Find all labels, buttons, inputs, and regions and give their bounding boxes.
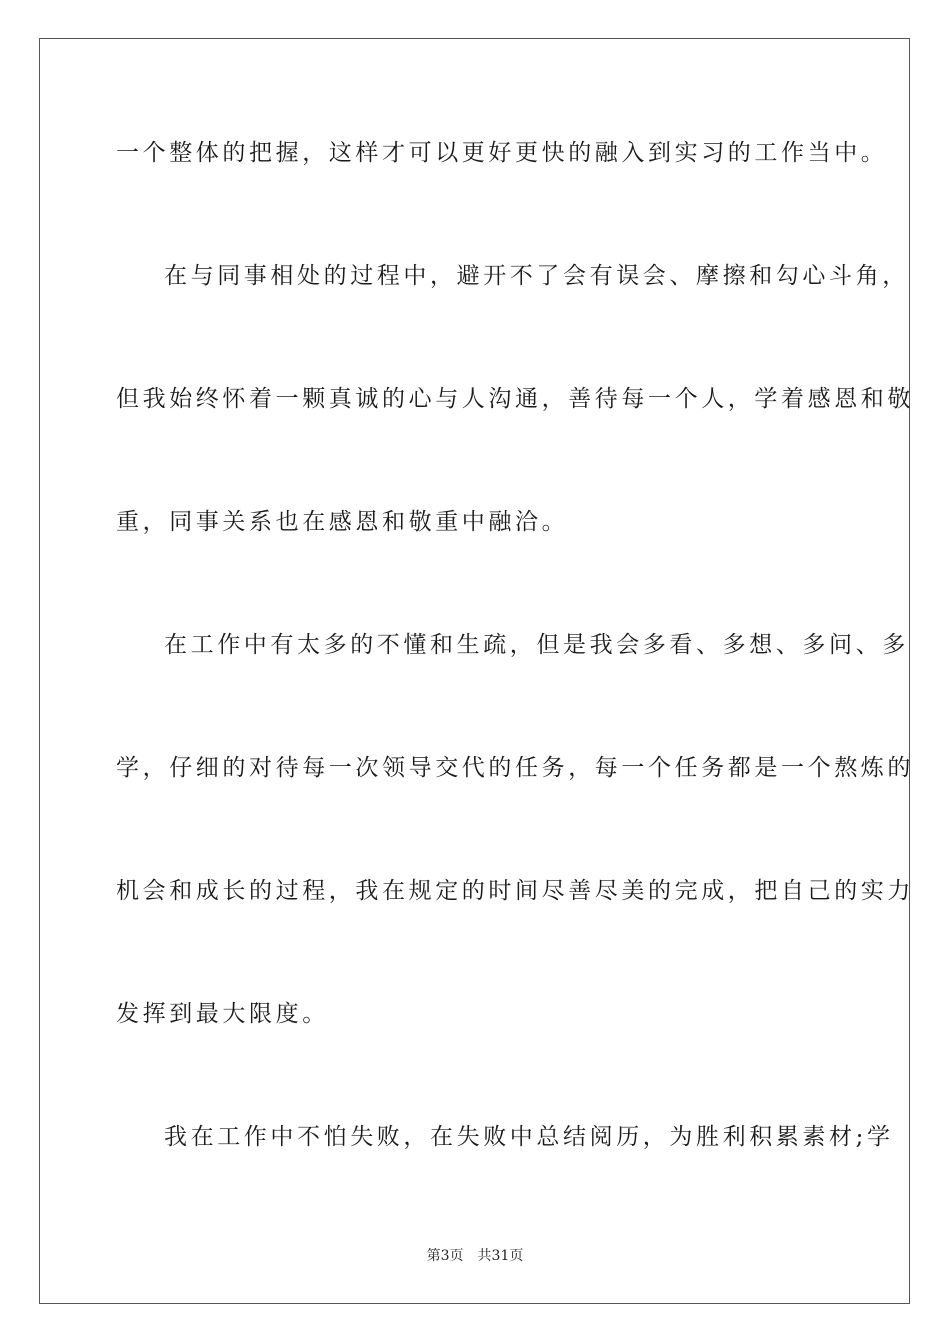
text-line-5: 在工作中有太多的不懂和生疏，但是我会多看、多想、多问、多 bbox=[164, 632, 909, 658]
page-number: 第3页 bbox=[426, 1248, 464, 1264]
page-border bbox=[39, 38, 914, 1304]
text-line-2: 在与同事相处的过程中，避开不了会有误会、摩擦和勾心斗角， bbox=[164, 263, 909, 289]
text-line-3: 但我始终怀着一颗真诚的心与人沟通，善待每一个人，学着感恩和敬 bbox=[116, 386, 914, 412]
text-line-9: 我在工作中不怕失败，在失败中总结阅历，为胜利积累素材;学 bbox=[164, 1124, 894, 1150]
page-footer bbox=[0, 1246, 950, 1266]
text-line-6: 学，仔细的对待每一次领导交代的任务，每一个任务都是一个熬炼的 bbox=[116, 755, 914, 781]
text-line-7: 机会和成长的过程，我在规定的时间尽善尽美的完成，把自己的实力 bbox=[116, 878, 914, 904]
page-total: 共31页 bbox=[477, 1248, 524, 1264]
text-line-4: 重，同事关系也在感恩和敬重中融洽。 bbox=[116, 509, 569, 535]
text-line-1: 一个整体的把握，这样才可以更好更快的融入到实习的工作当中。 bbox=[116, 140, 888, 166]
text-line-8: 发挥到最大限度。 bbox=[116, 1001, 329, 1027]
